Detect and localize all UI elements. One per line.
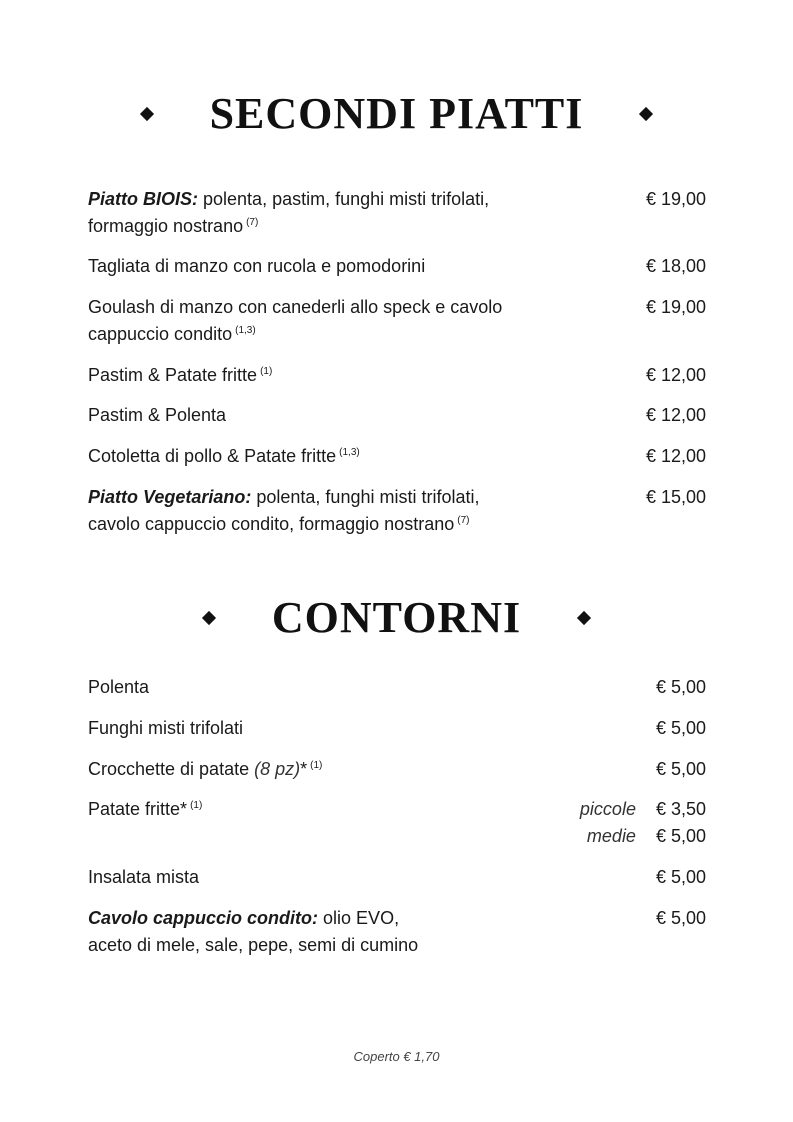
dish-price: € 12,00 [645, 365, 706, 385]
dish-price: € 19,00 [645, 297, 706, 317]
diamond-icon [639, 106, 653, 120]
dish-desc: Funghi misti trifolati [88, 718, 244, 738]
dish-price: € 12,00 [645, 446, 706, 466]
menu-item [88, 186, 706, 240]
dish-qty: (8 pz) [254, 759, 301, 779]
dish-desc-2: cavolo cappuccio condito, formaggio nostrano [88, 514, 455, 534]
size-label: medie [586, 826, 636, 846]
allergens: (1,3) [339, 447, 360, 458]
size-price: € 5,00 [655, 826, 706, 846]
dish-name: Piatto Vegetariano: [88, 487, 252, 507]
menu-item [88, 402, 706, 429]
menu-item [88, 715, 706, 742]
dish-desc: Insalata mista [88, 867, 200, 887]
dish-desc: Patate fritte* [88, 799, 188, 819]
dish-price: € 5,00 [655, 759, 706, 779]
dish-price: € 19,00 [645, 189, 706, 209]
menu-item [88, 443, 706, 470]
allergens: (1,3) [235, 325, 256, 336]
coperto-note: Coperto € 1,70 [353, 1049, 440, 1064]
dish-desc: polenta, pastim, funghi misti trifolati, [198, 189, 490, 209]
dish-desc-2: formaggio nostrano [88, 216, 244, 236]
dish-price: € 15,00 [645, 487, 706, 507]
dish-price: € 18,00 [645, 256, 706, 276]
dish-price: € 5,00 [655, 677, 706, 697]
size-row [580, 796, 706, 823]
menu-item [88, 362, 706, 389]
allergens: (1) [190, 800, 203, 811]
section-heading: CONTORNI [271, 593, 522, 642]
menu-item [88, 253, 706, 280]
menu-item [88, 674, 706, 701]
menu-item [88, 796, 706, 850]
menu-item [88, 756, 706, 783]
section-title-secondi [0, 88, 793, 139]
menu-item [88, 294, 706, 348]
dish-price: € 5,00 [655, 718, 706, 738]
section-title-contorni [0, 592, 793, 643]
menu-item [88, 864, 706, 891]
size-price: € 3,50 [655, 799, 706, 819]
dish-desc: Pastim & Polenta [88, 405, 227, 425]
dish-desc: olio EVO, [318, 908, 400, 928]
dish-suffix: * [300, 759, 308, 779]
dish-desc: Goulash di manzo con canederli allo speck e cavolo [88, 297, 503, 317]
dish-desc-2: cappuccio condito [88, 324, 233, 344]
dish-price: € 12,00 [645, 405, 706, 425]
menu-item [88, 484, 706, 538]
allergens: (7) [246, 217, 259, 228]
diamond-icon [202, 610, 216, 624]
dish-desc: Polenta [88, 677, 150, 697]
dish-desc: Crocchette di patate [88, 759, 255, 779]
menu-item [88, 905, 706, 959]
dish-price: € 5,00 [655, 908, 706, 928]
size-label: piccole [579, 799, 636, 819]
dish-desc-2: aceto di mele, sale, pepe, semi di cumino [88, 935, 419, 955]
size-row [587, 823, 706, 850]
dish-name: Piatto BIOIS: [88, 189, 199, 209]
dish-desc: polenta, funghi misti trifolati, [251, 487, 480, 507]
allergens: (1) [310, 760, 323, 771]
section-heading: SECONDI PIATTI [209, 89, 584, 138]
dish-desc: Cotoletta di pollo & Patate fritte [88, 446, 337, 466]
dish-name: Cavolo cappuccio condito: [88, 908, 319, 928]
allergens: (1) [260, 366, 273, 377]
diamond-icon [140, 106, 154, 120]
dish-price: € 5,00 [655, 867, 706, 887]
diamond-icon [577, 610, 591, 624]
allergens: (7) [457, 515, 470, 526]
dish-desc: Tagliata di manzo con rucola e pomodorini [88, 256, 426, 276]
dish-desc: Pastim & Patate fritte [88, 365, 258, 385]
